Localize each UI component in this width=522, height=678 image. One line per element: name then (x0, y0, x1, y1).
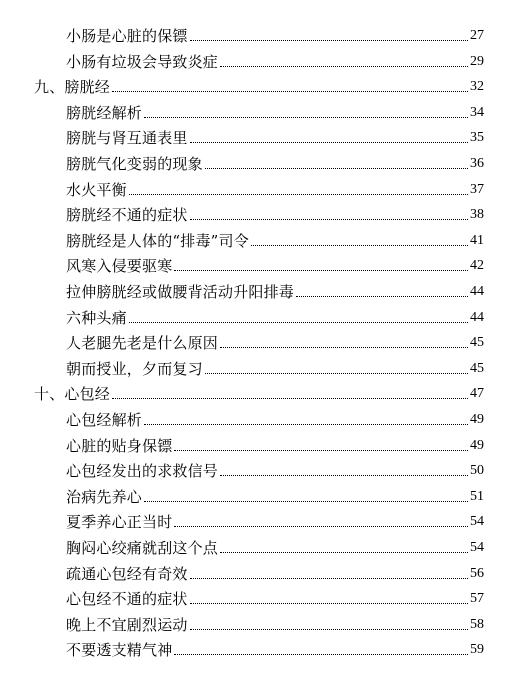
toc-entry-title: 人老腿先老是什么原因 (66, 334, 219, 352)
dot-leader (190, 628, 468, 630)
toc-entry-row[interactable] (66, 201, 484, 225)
toc-entry-row[interactable] (66, 124, 484, 148)
dot-leader (174, 449, 468, 451)
dot-leader (220, 551, 468, 553)
dot-leader (251, 244, 468, 246)
toc-entry-row[interactable] (66, 99, 484, 123)
toc-page-number: 44 (470, 284, 484, 299)
toc-page-number: 59 (470, 642, 484, 657)
toc-entry-title: 小肠是心脏的保镖 (66, 27, 188, 45)
toc-entry-title: 朝而授业，夕而复习 (66, 360, 203, 378)
dot-leader (190, 602, 468, 604)
toc-entry-title: 十、心包经 (34, 385, 111, 403)
toc-page-number: 58 (470, 617, 484, 632)
toc-entry-title: 九、膀胱经 (34, 78, 111, 96)
dot-leader (205, 372, 468, 374)
toc-entry-title: 膀胱经是人体的“排毒”司令 (66, 232, 249, 250)
toc-page-number: 47 (470, 386, 484, 401)
dot-leader (129, 193, 468, 195)
dot-leader (190, 218, 468, 220)
toc-entry-row[interactable] (66, 278, 484, 302)
dot-leader (144, 116, 468, 118)
toc-entry-row[interactable] (66, 329, 484, 353)
dot-leader (174, 653, 468, 655)
toc-page-number: 35 (470, 130, 484, 145)
toc-page-number: 29 (470, 54, 484, 69)
dot-leader (296, 295, 468, 297)
dot-leader (220, 346, 468, 348)
toc-entry-row[interactable] (66, 227, 484, 251)
dot-leader (190, 141, 468, 143)
toc-entry-row[interactable] (66, 150, 484, 174)
toc-entry-row[interactable] (66, 22, 484, 46)
toc-entry-title: 水火平衡 (66, 181, 127, 199)
toc-entry-title: 膀胱经解析 (66, 104, 143, 122)
dot-leader (220, 65, 468, 67)
dot-leader (144, 500, 468, 502)
dot-leader (205, 167, 468, 169)
dot-leader (220, 474, 468, 476)
toc-entry-title: 膀胱气化变弱的现象 (66, 155, 203, 173)
toc-entry-row[interactable] (66, 48, 484, 72)
toc-entry-title: 拉伸膀胱经或做腰背活动升阳排毒 (66, 283, 295, 301)
toc-chapter-row[interactable] (34, 73, 484, 97)
toc-page-number: 38 (470, 207, 484, 222)
toc-entry-row[interactable] (66, 304, 484, 328)
toc-entry-title: 疏通心包经有奇效 (66, 565, 188, 583)
toc-entry-title: 风寒入侵要驱寒 (66, 257, 173, 275)
toc-entry-title: 治病先养心 (66, 488, 143, 506)
toc-entry-row[interactable] (66, 585, 484, 609)
toc-page-number: 57 (470, 591, 484, 606)
toc-entry-row[interactable] (66, 611, 484, 635)
toc-page-number: 54 (470, 514, 484, 529)
dot-leader (190, 577, 468, 579)
toc-entry-title: 膀胱与肾互通表里 (66, 129, 188, 147)
toc-chapter-row[interactable] (34, 380, 484, 404)
dot-leader (174, 525, 468, 527)
toc-entry-title: 不要透支精气神 (66, 641, 173, 659)
toc-entry-title: 六种头痛 (66, 309, 127, 327)
toc-entry-row[interactable] (66, 636, 484, 660)
toc-page-number: 50 (470, 463, 484, 478)
toc-page-number: 37 (470, 182, 484, 197)
toc-page-number: 27 (470, 28, 484, 43)
toc-entry-row[interactable] (66, 432, 484, 456)
dot-leader (190, 39, 468, 41)
toc-entry-title: 晚上不宜剧烈运动 (66, 616, 188, 634)
toc-page-number: 44 (470, 310, 484, 325)
toc-entry-title: 夏季养心正当时 (66, 513, 173, 531)
toc-entry-row[interactable] (66, 406, 484, 430)
toc-page-number: 42 (470, 258, 484, 273)
toc-page-number: 54 (470, 540, 484, 555)
toc-page-number: 32 (470, 79, 484, 94)
toc-entry-title: 小肠有垃圾会导致炎症 (66, 53, 219, 71)
toc-entry-row[interactable] (66, 355, 484, 379)
toc-page-number: 56 (470, 566, 484, 581)
toc-page-number: 36 (470, 156, 484, 171)
toc-entry-title: 胸闷心绞痛就刮这个点 (66, 539, 219, 557)
toc-entry-row[interactable] (66, 508, 484, 532)
toc-page-number: 34 (470, 105, 484, 120)
toc-entry-row[interactable] (66, 534, 484, 558)
toc-entry-row[interactable] (66, 457, 484, 481)
toc-entry-title: 心包经发出的求救信号 (66, 462, 219, 480)
toc-entry-row[interactable] (66, 483, 484, 507)
toc-entry-row[interactable] (66, 176, 484, 200)
toc-entry-row[interactable] (66, 252, 484, 276)
toc-page-number: 49 (470, 412, 484, 427)
dot-leader (144, 423, 468, 425)
toc-entry-title: 心包经不通的症状 (66, 590, 188, 608)
toc-page-number: 49 (470, 438, 484, 453)
dot-leader (112, 90, 468, 92)
toc-entry-row[interactable] (66, 560, 484, 584)
toc-page-number: 45 (470, 335, 484, 350)
toc-page-number: 41 (470, 233, 484, 248)
dot-leader (174, 269, 468, 271)
toc-entry-title: 膀胱经不通的症状 (66, 206, 188, 224)
toc-entry-title: 心脏的贴身保镖 (66, 437, 173, 455)
toc-page-number: 51 (470, 489, 484, 504)
dot-leader (112, 397, 468, 399)
toc-page-number: 45 (470, 361, 484, 376)
dot-leader (129, 321, 468, 323)
toc-entry-title: 心包经解析 (66, 411, 143, 429)
